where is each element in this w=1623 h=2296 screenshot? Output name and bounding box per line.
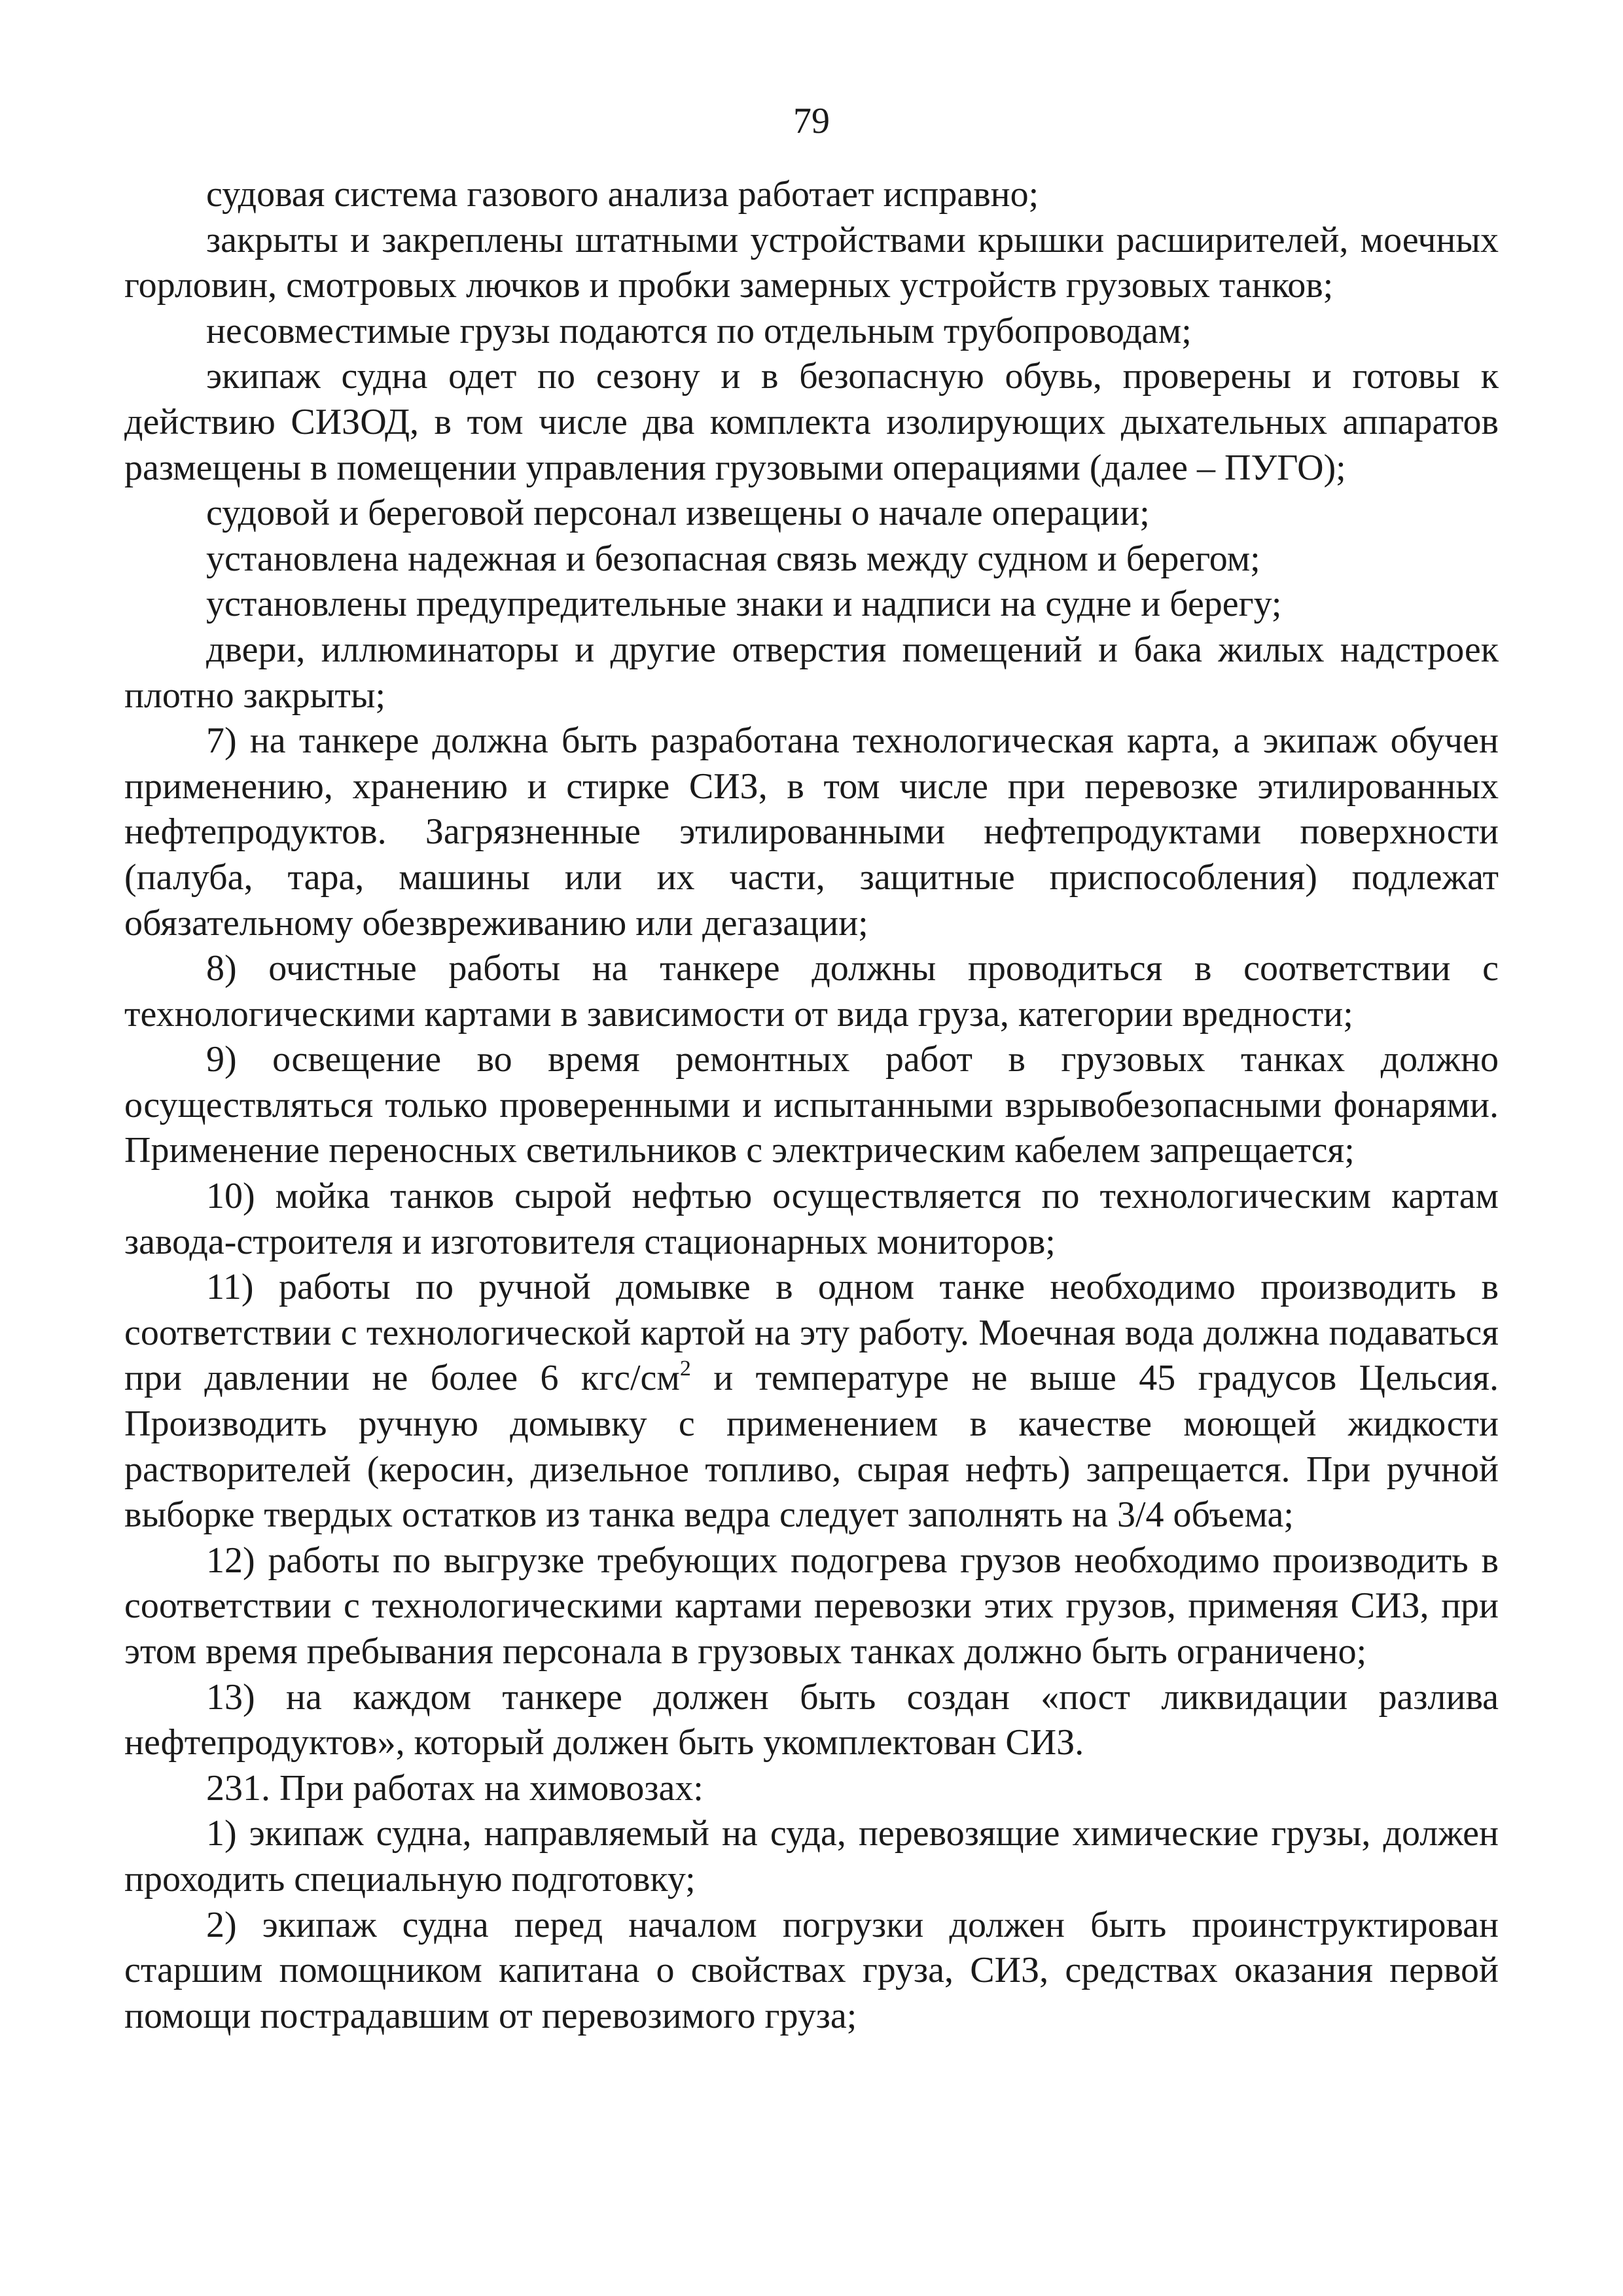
paragraph-covers-secured: закрыты и закреплены штатными устройствами крышки расширителей, моечных горловин, смотровых лючков и пробки замерных устройств грузовых танков; bbox=[124, 219, 1499, 306]
paragraph-personnel-notified: судовой и береговой персонал извещены о начале операции; bbox=[206, 493, 1150, 534]
paragraph-incompatible-cargo: несовместимые грузы подаются по отдельным трубопроводам; bbox=[206, 310, 1192, 351]
superscript-exponent: 2 bbox=[679, 1356, 691, 1381]
paragraph-231-item-1: 1) экипаж судна, направляемый на суда, перевозящие химические грузы, должен проходить специальную подготовку; bbox=[124, 1813, 1499, 1899]
paragraph-231-item-2: 2) экипаж судна перед началом погрузки должен быть проинструктирован старшим помощником капитана о свойствах груза, СИЗ, средствах оказания первой помощи пострадавшим от перевозимого груза; bbox=[124, 1904, 1499, 2036]
paragraph-doors-closed: двери, иллюминаторы и другие отверстия помещений и бака жилых надстроек плотно закрыты; bbox=[124, 629, 1499, 716]
paragraph-item-9: 9) освещение во время ремонтных работ в грузовых танках должно осуществляться только проверенными и испытанными взрывобезопасными фонарями. Применение переносных светильников с электрическим кабелем запрещается; bbox=[124, 1039, 1499, 1171]
paragraph-crew-equipment: экипаж судна одет по сезону и в безопасную обувь, проверены и готовы к действию СИЗОД, в том числе два комплекта изолирующих дыхательных аппаратов размещены в помещении управления грузовыми операциями (далее – ПУГО); bbox=[124, 356, 1499, 488]
paragraph-item-12: 12) работы по выгрузке требующих подогрева грузов необходимо производить в соответствии с технологическими картами перевозки этих грузов, применяя СИЗ, при этом время пребывания персонала в грузовых танках должно быть ограничено; bbox=[124, 1540, 1499, 1672]
paragraph-item-10: 10) мойка танков сырой нефтью осуществляется по технологическим картам завода-строителя и изготовителя стационарных мониторов; bbox=[124, 1176, 1499, 1262]
document-body bbox=[124, 172, 1499, 2039]
section-heading-231: 231. При работах на химовозах: bbox=[206, 1767, 704, 1809]
page-number: 79 bbox=[793, 101, 830, 141]
paragraph-warning-signs: установлены предупредительные знаки и надписи на судне и берегу; bbox=[206, 584, 1282, 625]
paragraph-communication: установлена надежная и безопасная связь между судном и берегом; bbox=[206, 538, 1260, 579]
paragraph-item-8: 8) очистные работы на танкере должны проводиться в соответствии с технологическими картами в зависимости от вида груза, категории вредности; bbox=[124, 948, 1499, 1034]
item-11-text-start: 11) работы по ручной домывке в одном танке необходимо производить в соответствии с технологической картой на эту работу. Моечная вода должна подаваться при давлении не более 6 кгс/см bbox=[124, 1267, 1499, 1399]
paragraph-item-13: 13) на каждом танкере должен быть создан «пост ликвидации разлива нефтепродуктов», который должен быть укомплектован СИЗ. bbox=[124, 1676, 1499, 1763]
paragraph-item-11 bbox=[124, 1265, 1499, 1538]
paragraph-gas-analysis: судовая система газового анализа работает исправно; bbox=[206, 174, 1039, 215]
item-11-text-end: и температуре не выше 45 градусов Цельсия. Производить ручную домывку с применением в качестве моющей жидкости растворителей (керосин, дизельное топливо, сырая нефть) запрещается. При ручной выборке твердых остатков из танка ведра следует заполнять на 3/4 объема; bbox=[124, 1358, 1499, 1536]
paragraph-item-7: 7) на танкере должна быть разработана технологическая карта, а экипаж обучен применению, хранению и стирке СИЗ, в том числе при перевозке этилированных нефтепродуктов. Загрязненные этилированными нефтепродуктами поверхности (палуба, тара, машины или их части, защитные приспособления) подлежат обязательному обезвреживанию или дегазации; bbox=[124, 720, 1499, 944]
